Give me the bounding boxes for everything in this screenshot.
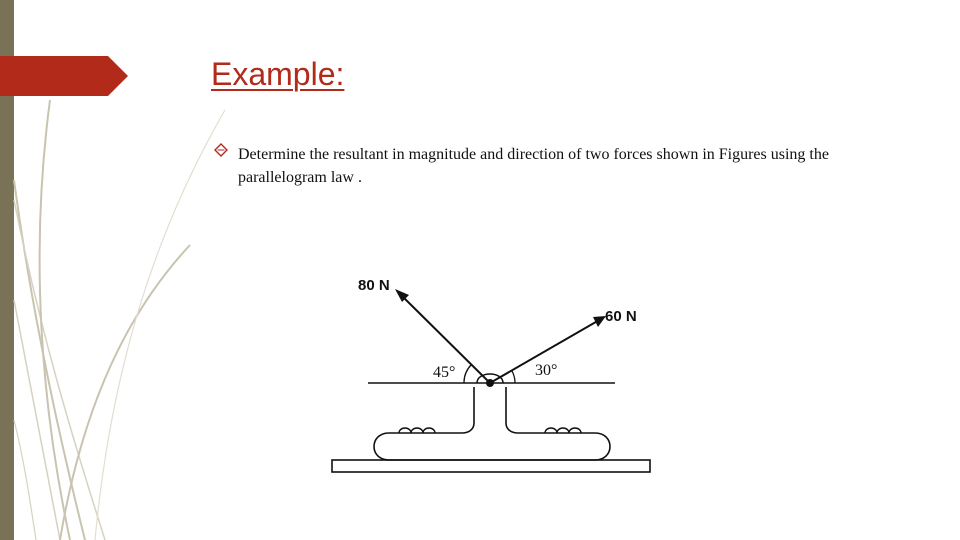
support-post — [374, 387, 610, 460]
bullet-text: Determine the resultant in magnitude and direction of two forces shown in Figures using the parallelogram law . — [238, 146, 829, 186]
base-plate — [332, 460, 650, 472]
force-diagram — [325, 265, 655, 480]
angle-45-label: 45° — [433, 364, 456, 381]
diamond-bullet-icon — [214, 143, 228, 157]
slide-title: Example: — [211, 56, 345, 92]
angle-30-label: 30° — [535, 362, 558, 379]
pin-joint — [486, 379, 494, 387]
bullet-item — [214, 143, 904, 189]
force-60n-label: 60 N — [605, 308, 637, 325]
angle-30-arc — [512, 371, 515, 383]
title-accent-tab — [0, 56, 128, 96]
force-80n-label: 80 N — [358, 277, 390, 294]
angle-45-arc — [464, 365, 471, 383]
